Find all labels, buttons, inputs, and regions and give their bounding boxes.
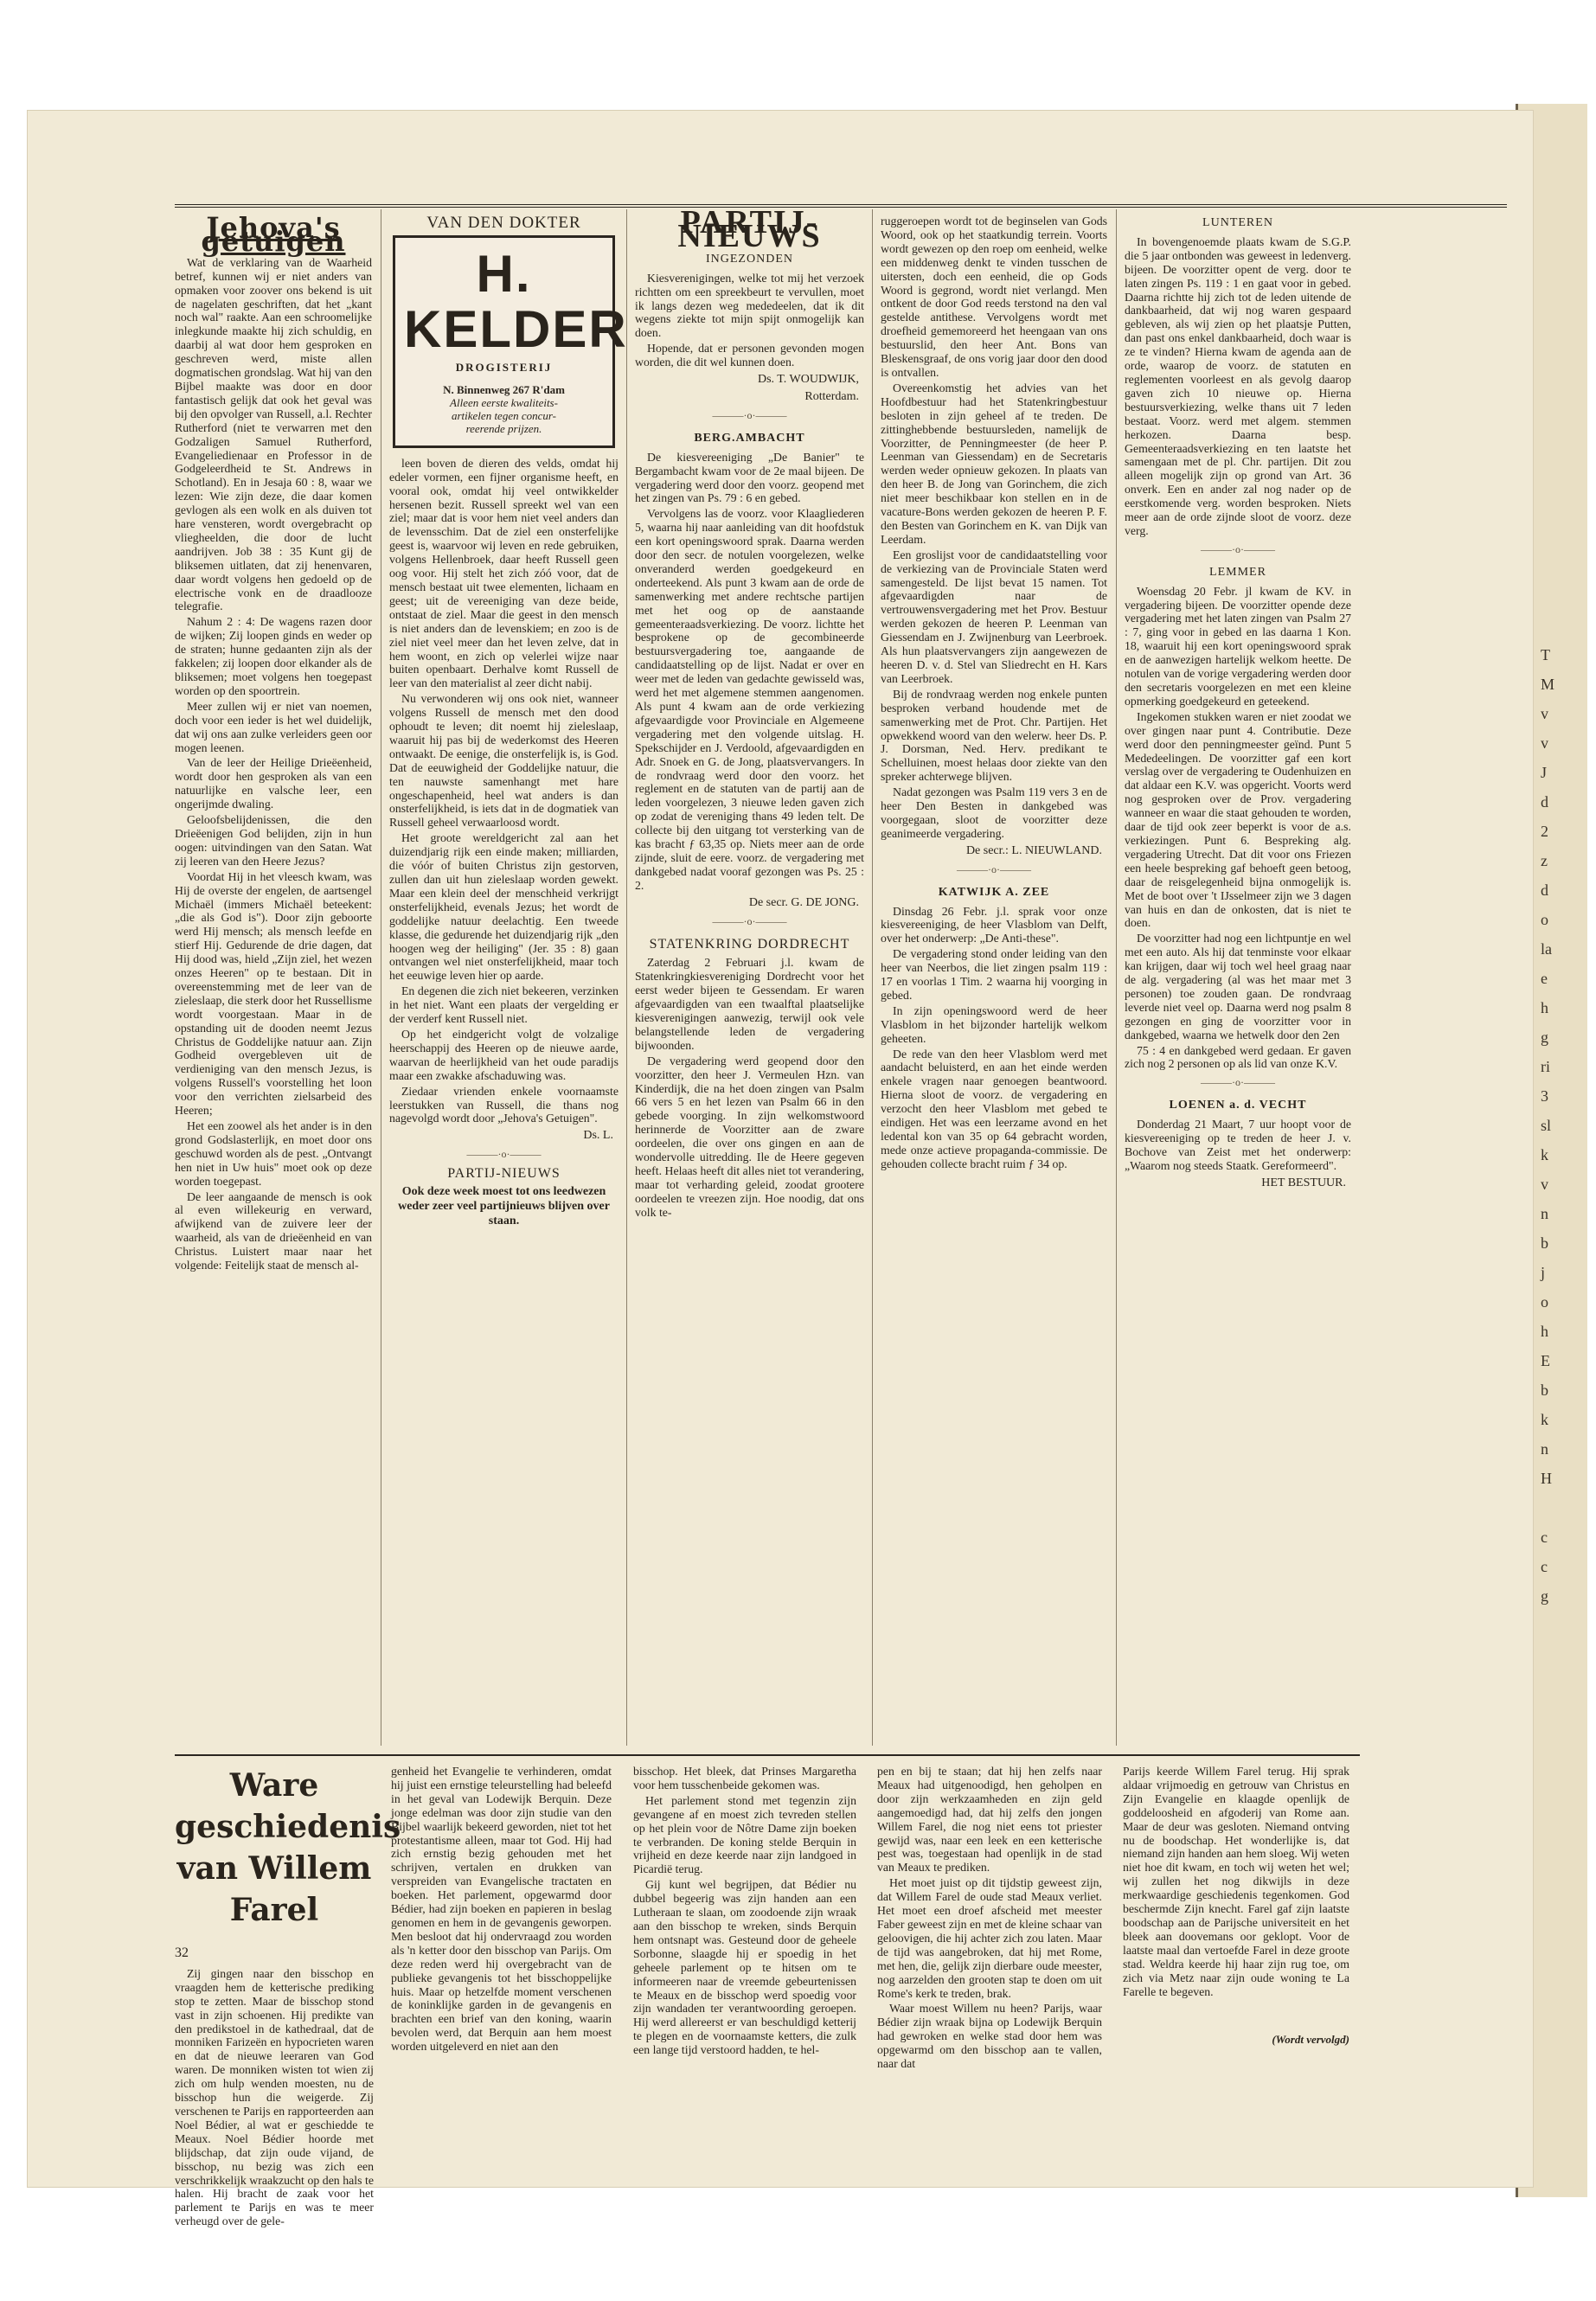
paragraph: Nu verwonderen wij ons ook niet, wanneer volgens Russell de mensch met den dood ophoudt te leven; dit noemt hij zieleslaap, waaruit hij pas bij de wederkomst des Heeren ontwaakt. De eenige, die onsterfelijk is, is God. Dat de eeuwigheid der Goddelijke natuur, die ten nauwste samenhangt met hare ongeschapenheid, heel wat anders is dan onsterfelijkheid, is iets dat in de dogmatiek van Russell geheel verwaarloosd wordt. <box>389 692 619 830</box>
signature-name: Ds. T. WOUDWIJK, <box>757 373 859 387</box>
to-be-continued-note: (Wordt vervolgd) <box>1272 2033 1349 2047</box>
paragraph: Dinsdag 26 Febr. j.l. sprak voor onze kiesvereeniging, de heer Vlasblom van Delft, over het onderwerp: „De Anti-these". <box>881 904 1107 945</box>
ad-text-line: reerende prijzen. <box>465 421 542 435</box>
paragraph: Wat de verklaring van de Waarheid betref, kunnen wij er niet anders van opmaken voor zoover ons bekend is uit de nagelaten geschriften, dat het „kant noch wal" raakte. Aan een schroomelijke inlegkunde maakte hij zich schuldig, en daarbij al wat door hem gesproken en geschreven werd, miste allen dogmatischen grondslag. Wat hij van den Bijbel maakte was door en door fantastisch gelijk dat ook het geval was bij den opvolger van Russell, a.l. Rechter Rutherford (niet te verwarren met den Godzaligen Samuel Rutherford, Evangeliedienaar en Professor in de Godgeleerdheid te St. Andrews in Schotland). En in Jesaja 60 : 8, waar we lezen: Wie zijn deze, die daar komen gevlogen als een wolk en als duiven tot hare vensteren, wordt overgebracht op vliegheelden, die door de lucht aandrijven. Job 38 : 35 Kunt gij de bliksemen uitlaten, dat zij henenvaren, daar wordt volgens hen gedoeld op de electrische vonk en de draadlooze telegrafie. <box>175 255 372 613</box>
paragraph: Ingekomen stukken waren er niet zoodat we over gingen naar punt 4. Contributie. Deze werd door den penningmeester geïnd. Punt 5 Mededeelingen. De voorzitter gaf een kort verslag over de vergadering te Oudenhuizen en dat aldaar een K.V. was opgericht. Voorts werd nog gesproken over de Prov. vergadering wanneer en waar die staat gehouden te worden, daar de tijd ook zeer beperkt is voor de a.s. verkiezingen. Punt 6. Bespreking alg. vergadering Utrecht. Dat dit voor ons Friezen een heele bespreking gaf behoeft geen betoog, daar de reisgelegenheid bijna onmogelijk is. Met de boot over 't IJsselmeer zijn we 3 dagen van huis en dan de onkosten, dat is niet te doen. <box>1125 709 1351 930</box>
column-advertisement-and-article <box>389 214 628 1746</box>
paragraph: Voordat Hij in het vleesch kwam, was Hij de overste der engelen, de aartsengel Michaël (immers Michaël beteekent: „die als God is"). Door zijn geboorte werd Hij mensch; als mensch leefde en stierf Hij. Gedurende de drie dagen, dat Hij dood was, hield „Zijn ziel, het wezen onzes Heeren" op te bestaan. Dit in overeenstemming met de leer van de zieleslaap, die sterk door het Russellisme wordt voorgestaan. Maar in de opstanding uit de dooden neemt Jezus Christus de Goddelijke natuur aan. Zijn Godheid overgebleven uit de verdieniging van den mensch Jezus, is volgens Russell's voorstelling het loon voor den verrichten zielsarbeid des Heeren; <box>175 869 372 1118</box>
newspaper-page <box>28 111 1533 2228</box>
article-signature: Ds. L. <box>583 1129 613 1143</box>
serial-column-b <box>391 1765 612 2171</box>
section-separator <box>175 1754 1360 1756</box>
divider-ornament: ———·o·——— <box>957 862 1031 875</box>
subsection-header: STATENKRING DORDRECHT <box>649 936 850 952</box>
section-header: VAN DEN DOKTER <box>426 214 581 232</box>
advertisement-kelder <box>393 235 628 448</box>
paragraph: In bovengenoemde plaats kwam de S.G.P. die 5 jaar ontbonden was geweest in ledenverg. bijeen. De voorzitter opent de verg. door te laten zingen Ps. 119 : 1 en gaat voor in gebed. Daarna richtte hij zich tot de leden uitende de dankbaarheid, dat wij nog waren gespaard gebleven, als wij zien op het plaatsje Putten, dan past ons enkel dankbaarheid, doch waar is ze te vinden? Hierna kwam de agenda aan de orde, waarop de voorz. de statuten en reglementen voorleest en als gevolg daarop gaven zich 10 nieuwe op. Hierna bestuursverkiezing, welke thans uit 7 leden bestaat. Voorz. werd met algem. stemmen herkozen. Daarna besp. Gemeenteraadsverkiezing en ten laatste het samengaan met de pl. Chr. partijen. Dit zou alleen mogelijk zijn op grond van Art. 36 onverk. Een en ander zal nog nader op de eerstkomende verg. worden besproken. Niets meer aan de orde zijnde sloot de voorz. deze verg. <box>1125 234 1351 537</box>
partij-nieuws-subheader: PARTIJ-NIEUWS <box>447 1166 561 1182</box>
column-partij-nieuws <box>635 204 864 1746</box>
ad-brand-name: H. KELDER <box>404 244 628 358</box>
paragraph: Zaterdag 2 Februari j.l. kwam de Statenkringkiesvereniging Dordrecht voor het eerst weder bijeen te Gessendam. Er waren afgevaardigden van een twaalftal plaatselijke kiesverenigingen aanwezig, terwijl ook vele belangstellende leden de vergadering bijwoonden. <box>635 956 864 1052</box>
paragraph: Geloofsbelijdenissen, die den Drieëenigen God belijden, zijn in hun oogen: uitvindingen van den Satan. Wat zij leeren van den Heere Jezus? <box>175 813 372 868</box>
paragraph: Woensdag 20 Febr. jl kwam de KV. in vergadering bijeen. De voorzitter opende deze vergadering met het laten zingen van Psalm 27 : 7, ging voor in gebed en las daarna 1 Kon. 18, waaruit hij een kort openingswoord sprak en de aanwezigen hartelijk welkom heette. De notulen van de vorige vergadering werden door den secretaris voorgelezen en met een kleine opmerking goedgekeurd en geteekend. <box>1125 584 1351 708</box>
paragraph: Hopende, dat er personen gevonden mogen worden, die dit wel kunnen doen. <box>635 342 864 369</box>
paragraph: 75 : 4 en dankgebed werd gedaan. Er gaven zich nog 2 personen op als lid van onze K.V. <box>1125 1043 1351 1071</box>
paragraph: De rede van den heer Vlasblom werd met aandacht beluisterd, en aan het einde werden enkele vragen naar genoegen beantwoord. Hierna sloot de voorz. de vergadering en verzocht den heer Vlasblom met gebed te eindigen. Het was een leerzame avond en het ledental kon van 35 op 64 gebracht worden, mede onze actieve propaganda-commissie. De gehouden collecte bracht ruim ƒ 34 op. <box>881 1047 1107 1170</box>
paragraph: Van de leer der Heilige Drieëenheid, wordt door hen gesproken als van een natuurlijke en valsche leer, een ongerijmde dwaling. <box>175 756 372 811</box>
adjacent-page-fragments: T M v v J d 2 z d o la e h g ri 3 sl k v n b j o h E b k n H c c g <box>1541 646 1555 1605</box>
column-local-news <box>1125 215 1351 1746</box>
paragraph: Nadat gezongen was Psalm 119 vers 3 en de heer Den Besten in dankgebed was voorgegaan, sloot de voorzitter deze geanimeerde vergadering. <box>881 785 1107 840</box>
subsection-header: INGEZONDEN <box>706 252 793 266</box>
ad-address: N. Binnenweg 267 R'dam <box>443 382 565 396</box>
paragraph: Vervolgens las de voorz. voor Klaagliederen 5, waarna hij naar aanleiding van dit hoofdstuk een kort openingswoord sprak. Daarna werden door den secr. de notulen voorgelezen, welke onveranderd werden goedgekeurd en onderteekend. Als punt 3 kwam aan de orde de samenwerking met andere rechtsche partijen met het oog op de aanstaande gemeenteraadsverkiezing. De voorz. lichtte het besprokene op de gecombineerde bestuursvergadering toe, aangaande de candidaatstelling op de lijst. Nadat er over en weer met de leden van gedachte gewisseld was, werd het met algemene stemmen aangenomen. Als punt 4 kwam aan de orde verkiezing afgevaardigde voor Provinciale en Algemeene vergadering met den volgende uitslag. H. Spekschijder en J. Verdoold, afgevaardigden en Adr. Snoek en G. de Jong, plaatsvervangers. In de rondvraag werd door den voorz. het reglement en de statuten van de partij aan de leden voorgelezen, 3 nieuwe leden gaven zich op zodat de vereniging thans 49 leden telt. De collecte bij den uitgang tot versterking van de kas bracht ƒ 63,35 op. Niets meer aan de orde zijnde, sluit de eere. voorz. de vergadering met dankgebed nadat vooraf gezongen was Ps. 25 : 2. <box>635 507 864 892</box>
article-title: Jehova's getuigen <box>201 211 346 258</box>
column-divider <box>872 209 873 1746</box>
serial-title-line2: van Willem Farel <box>176 1850 372 1928</box>
paragraph: De kiesvereeniging „De Banier" te Bergambacht kwam voor de 2e maal bijeen. De vergadering werd door den voorz. geopend met het zingen van Ps. 79 : 6 en gebed. <box>635 450 864 505</box>
paragraph: Het parlement stond met tegenzin zijn gevangene af en moest zich tevreden stellen op het plein voor de Nôtre Dame zijn boeken te verbranden. De koning stelde Berquin in vrijheid en deze keerde naar zijn landgoed in Picardië terug. <box>633 1793 856 1876</box>
paragraph: Kiesverenigingen, welke tot mij het verzoek richtten om een spreekbeurt te vervullen, moet ik langs dezen weg mededeelen, dat ik dit wegens ziekte tot mijn spijt onmogelijk kan doen. <box>635 271 864 340</box>
paragraph: Donderdag 21 Maart, 7 uur hoopt voor de kiesvereeniging op te treden de heer J. v. Bochove van Zeist met het onderwerp: „Waarom nog steeds Staatk. Gereformeerd". <box>1125 1118 1351 1172</box>
divider-ornament: ———·o·——— <box>1201 1076 1275 1089</box>
subsection-header: KATWIJK A. ZEE <box>938 885 1050 899</box>
signature: De secr.: L. NIEUWLAND. <box>965 843 1102 857</box>
ad-subtitle: DROGISTERIJ <box>455 360 553 374</box>
section-title: PARTIJ-NIEUWS <box>677 204 822 254</box>
paragraph: Gij kunt wel begrijpen, dat Bédier nu dubbel begeerig was zijn handen aan een Lutheraan te slaan, om zoodoende zijn wraak aan den bisschop te wreken, sinds Berquin hem ontsnapt was. Gesteund door de geheele Sorbonne, slaagde hij er spoedig in het geheele parlement op te hitsen om te informeeren naar de vreemde gebeurtenissen te Meaux en de bisschop werd spoedig voor zijn wandaden ter verantwoording geroepen. Hij werd allereerst er van beschuldigd ketterij te plegen en de voornaamste ketters, die zulk een lange tijd verstoord hadden, te hel- <box>633 1878 856 2057</box>
column-jehovas-getuigen <box>175 211 372 1746</box>
paragraph: De vergadering werd geopend door den voorzitter, den heer J. Vermeulen Hzn. van Kinderdijk, die na het doen zingen van Psalm 66 vers 5 en het lezen van Psalm 66 in den gebede voorging. In zijn welkomstwoord herinnerde de Voorzitter aan de zware oordeelen, die over ons gingen en aan de wondervolle uitredding. Ile de Heere gegeven heeft. Helaas heeft dit alles niet tot verandering, maar tot verharding geleid, zoodat grootere oordeelen te vreezen zijn. Hoe noodig, dat ons volk te- <box>635 1054 864 1219</box>
paragraph: genheid het Evangelie te verhinderen, omdat hij juist een ernstige teleurstelling had beleefd in het geval van Lodewijk Berquin. Deze jonge edelman was door zijn studie van den Bijbel waarlijk bekeerd geworden, niet tot het protestantisme alleen, maar tot God. Hij had zich ernstig bezig gehouden met het schrijven, vertalen en drukken van verspreiden van Evangelische tractaten en boeken. Het parlement, opgewarmd door Bédier, had zijn boeken en papieren in beslag genomen en hem in de gevangenis geworpen. Men besloot dat hij ondervraagd zou worden als 'n ketter door den bisschop van Parijs. Om deze reden werd hij overgebracht van de publieke gevangenis tot het bisschoppelijke huis. Maar op hetzelfde moment verschenen de koninklijke garden in de gevangenis en brachten een brief van den koning, waarin bevolen werd, dat Berquin aan hem moest worden uitgeleverd en niet aan den <box>391 1765 612 2054</box>
divider-ornament: ———·o·——— <box>712 914 787 927</box>
ad-text-line: artikelen tegen concur- <box>451 408 557 422</box>
paragraph: Overeenkomstig het advies van het Hoofdbestuur had het Statenkringbestuur besloten in zijn geheel af te treden. De zittinghebbende bestuursleden, namelijk de Voorzitter, de Penningmeester (de heer P. Leenman van Giessendam) en de Secretaris werden weder opnieuw gekozen. In plaats van den heer B. de Jong van Gorinchem, die zich niet meer beschikbaar kon stellen en in de vacature-Bons werden gekozen de heeren P. F. den Besten van Gorinchem en K. van Dijk van Leerdam. <box>881 381 1107 546</box>
divider-ornament: ———·o·——— <box>1201 542 1275 555</box>
divider-ornament: ———·o·——— <box>466 1148 542 1161</box>
paragraph: Het een zoowel als het ander is in den grond Godslasterlijk, en moet door ons geschuwd worden als de pest. „Ontvangt hen niet in Uw huis" moet ook op deze worden toegepast. <box>175 1119 372 1188</box>
signature: HET BESTUUR. <box>1261 1176 1346 1189</box>
serial-episode-number: 32 <box>175 1945 189 1960</box>
paragraph: De vergadering stond onder leiding van den heer van Neerbos, die liet zingen psalm 119 : 17 en voorlas 1 Tim. 2 waarna hij voorging in gebed. <box>881 947 1107 1002</box>
paragraph: Ziedaar vrienden enkele voornaamste leerstukken van Russell, die thans nog nagevolgd wordt door „Jehova's Getuigen". <box>389 1084 619 1125</box>
paragraph: En degenen die zich niet bekeeren, verzinken in het niet. Want een plaats der vergelding er der verderf kent Russell niet. <box>389 984 619 1026</box>
paragraph: Meer zullen wij er niet van noemen, doch voor een ieder is het wel duidelijk, dat wij ons aan zulke verleiders geen oor mogen leenen. <box>175 699 372 754</box>
paragraph: Het groote wereldgericht zal aan het duizendjarig rijk een einde maken; milliarden, die vóór of buiten Christus zijn gestorven, zullen dan uit hun zieleslaap worden gewekt. Maar een klein deel der menschheid verkrijgt onsterfelijkheid, evenals Jezus; het wordt de goddelijke natuur deelachtig. Een tweede klasse, die gedurende het duizendjarig rijk „den hoogen weg der heiliging" (Jer. 35 : 8) gaan ontvangen wel niet onsterfelijkheid, maar toch het eeuwige leven hier op aarde. <box>389 831 619 983</box>
top-rule <box>175 204 1507 208</box>
subsection-header: BERG.AMBACHT <box>694 431 805 445</box>
paragraph: Het moet juist op dit tijdstip geweest zijn, dat Willem Farel de oude stad Meaux verliet. Het moet een droef afscheid met meester Faber geweest zijn en met de kleine schaar van geloovigen, die hij achter zich zou laten. Maar de tijd was aangebroken, dat hij met Rome, met hen, die, gelijk zijn dierbare oude meester, nog aarzelden den grooten stap te doen om uit Rome's kerk te treden, brak. <box>877 1876 1102 2000</box>
notice-text: Ook deze week moest tot ons leedwezen weder zeer veel partijnieuws blijven over staan. <box>398 1185 610 1228</box>
subsection-header: LUNTEREN <box>1202 216 1273 229</box>
paragraph: leen boven de dieren des velds, omdat hij edeler vormen, een fijner organisme heeft, en vooral ook, omdat hij veel ontwikkelder hersenen bezit. Russell spreekt wel van een ziel; maar dat is voor hem niet veel anders dan de levensschim. Dat de ziel een onsterfelijke geest is, waarvoor wij leven en rede gebruiken, volgens Hellenbroek, daar heeft Russell geen oog voor. Hij stelt het zich zóó voor, dat de mensch bestaat uit twee elementen, lichaam en geest; uit de vereeniging van deze beide, ontstaat de ziel. Maar die geest in den mensch is niet anders dan de levenskiem; en zoo is de ziel niet veel meer dan het leven zelve, dat in hem woont, en zich op velerlei wijze naar buiten openbaart. Derhalve komt Russell de leer van den materialist al zeer dicht nabij. <box>389 456 619 690</box>
signature-place: Rotterdam. <box>804 389 859 403</box>
serial-column-c <box>633 1765 856 2171</box>
subsection-header: LOENEN a. d. VECHT <box>1169 1099 1307 1112</box>
subsection-header: LEMMER <box>1209 565 1266 579</box>
column-divider <box>1116 209 1117 1746</box>
paragraph: Nahum 2 : 4: De wagens razen door de wijken; Zij loopen ginds en weder op de straten; hunne gedaanten zijn als der fakkelen; zij loopen door elkander als de bliksemen; moet volgens hen toegepast worden op den spoortrein. <box>175 615 372 697</box>
serial-column-d <box>877 1765 1102 2171</box>
paragraph: pen en bij te staan; dat hij hen zelfs naar Meaux had uitgenoodigd, hen geholpen en door zijn werkzaamheden en zijn geld aangemoedigd had, dat hij zelfs den jongen Willem Farel, die nog niet eens tot priester gewijd was, naar een leek en een ketterische pest was, toegestaan had openlijk in de stad van Meaux te prediken. <box>877 1765 1102 1875</box>
column-reports <box>881 215 1107 1746</box>
paragraph: ruggeroepen wordt tot de beginselen van Gods Woord, ook op het staatkundig terrein. Voorts wordt gewezen op den roep om eenheid, welke een middenweg denkt te vinden tusschen de uitersten, doch een eenheid, die op Gods Woord is gegrond, wordt niet verlangd. Men ontkent de door God reeds terstond na den val gestelde antithese. Vervolgens wordt met droefheid gememoreerd het heengaan van ons bestuurslid, den heer Ant. Bons van Bleskensgraaf, de ons vorig jaar door den dood is ontvallen. <box>881 215 1107 379</box>
paragraph: Een groslijst voor de candidaatstelling voor de verkiezing van de Provinciale Staten werd samengesteld. De lijst bevat 15 namen. Tot afgevaardigden naar de vertrouwensvergadering met het Prov. Bestuur werden gekozen de heeren P. Leenman van Giessendam en J. Zwijnenburg van Leerbroek. Als hun plaatsvervangers zijn aangewezen de heeren D. v. d. Stel van Sliedrecht en H. Kars van Leerbroek. <box>881 548 1107 685</box>
serial-title-line1: Ware geschiedenis <box>175 1767 401 1845</box>
serial-column-e <box>1123 1765 1349 2171</box>
paragraph: De leer aangaande de mensch is ook al even willekeurig en verward, afwijkend van de zuivere leer der waarheid, als van de drieëenheid en van Christus. Luistert maar naar het volgende: Feitelijk staat de mensch al- <box>175 1189 372 1272</box>
signature: De secr. G. DE JONG. <box>748 895 859 909</box>
paragraph: In zijn openingswoord werd de heer Vlasblom in het bijzonder hartelijk welkom geheeten. <box>881 1003 1107 1045</box>
paragraph: Zij gingen naar den bisschop en vraagden hem de ketterische prediking stop te zetten. Maar de bisschop stond vast in zijn schoenen. Hij predikte van den predikstoel in de kathedraal, dat de monniken Farizeën en hypocrieten waren en dat de nieuwe leeraren van God waren. De monniken wisten tot wien zij zich om hulp wenden moesten, nu de bisschop hun die weigerde. Zij verschenen te Parijs en rapporteerden aan Noel Bédier, al wat er geschiedde te Meaux. Noel Bédier hoorde met blijdschap, dat zijn oude vijand, de bisschop, nu bezig was zich een verschrikkelijk wraakzucht op den hals te halen. Hij bracht de zaak voor het parlement te Parijs en was te meer verheugd over de gele- <box>175 1966 374 2228</box>
paragraph: Op het eindgericht volgt de volzalige heerschappij des Heeren op de nieuwe aarde, waarvan de heerlijkheid van het oude paradijs maar een zwakke afschaduwing was. <box>389 1027 619 1082</box>
paragraph: Waar moest Willem nu heen? Parijs, waar Bédier zijn wraak bijna op Lodewijk Berquin had gewroken en welke stad door hem was opgewarmd om den bisschop aan te vallen, naar dat <box>877 2002 1102 2071</box>
divider-ornament: ———·o·——— <box>712 408 787 421</box>
paragraph: bisschop. Het bleek, dat Prinses Margaretha voor hem tusschenbeide gekomen was. <box>633 1765 856 1791</box>
ad-text-line: Alleen eerste kwaliteits- <box>450 395 558 409</box>
serial-column-a <box>175 1765 401 2228</box>
paragraph: De voorzitter had nog een lichtpuntje en wel met een auto. Als hij dat tenminste voor elkaar kan krijgen, daar wij toch wel heel graag naar de alg. vergadering (al was het maar met 3 personen) toe zouden gaan. De rondvraag leverde niet veel op. Daarna werd nog psalm 8 gezongen en ging de voorzitter voor in dankgebed, waarna we hetwelk door den 2en <box>1125 932 1351 1042</box>
paragraph: Parijs keerde Willem Farel terug. Hij sprak aldaar vrijmoedig en getrouw van Christus en Zijn Evangelie en klaagde openlijk de goddeloosheid en afgoderij van Rome aan. Maar de deur was gesloten. Niemand ontving nu de boodschap. Het wonderlijke is, dat niemand zijn handen aan hem sloeg. Wij weten niet hoe dit kwam, en toch wij weten het wel; wij zullen het nog dikwijls in deze merkwaardige geschiedenis tegenkomen. God beschermde Zijn knecht. Farel gaf zijn laatste boodschap aan de Parijsche universiteit en het bleek aan doovemans oor geklopt. Voor de laatste maal dan vertoefde Farel in deze groote stad. Weldra keerde hij haar zijn rug toe, om zich via Metz naar zijn oude woning te La Farelle te begeven. <box>1123 1765 1349 1998</box>
paragraph: Bij de rondvraag werden nog enkele punten besproken verband houdende met de samenwerking met de Prot. Chr. Partijen. Het opwekkend woord van den welerw. heer Ds. P. J. Dorsman, Ned. Herv. predikant te Schelluinen, moest helaas door ziekte van den spreker achterwege blijven. <box>881 687 1107 784</box>
column-divider <box>626 209 627 1746</box>
